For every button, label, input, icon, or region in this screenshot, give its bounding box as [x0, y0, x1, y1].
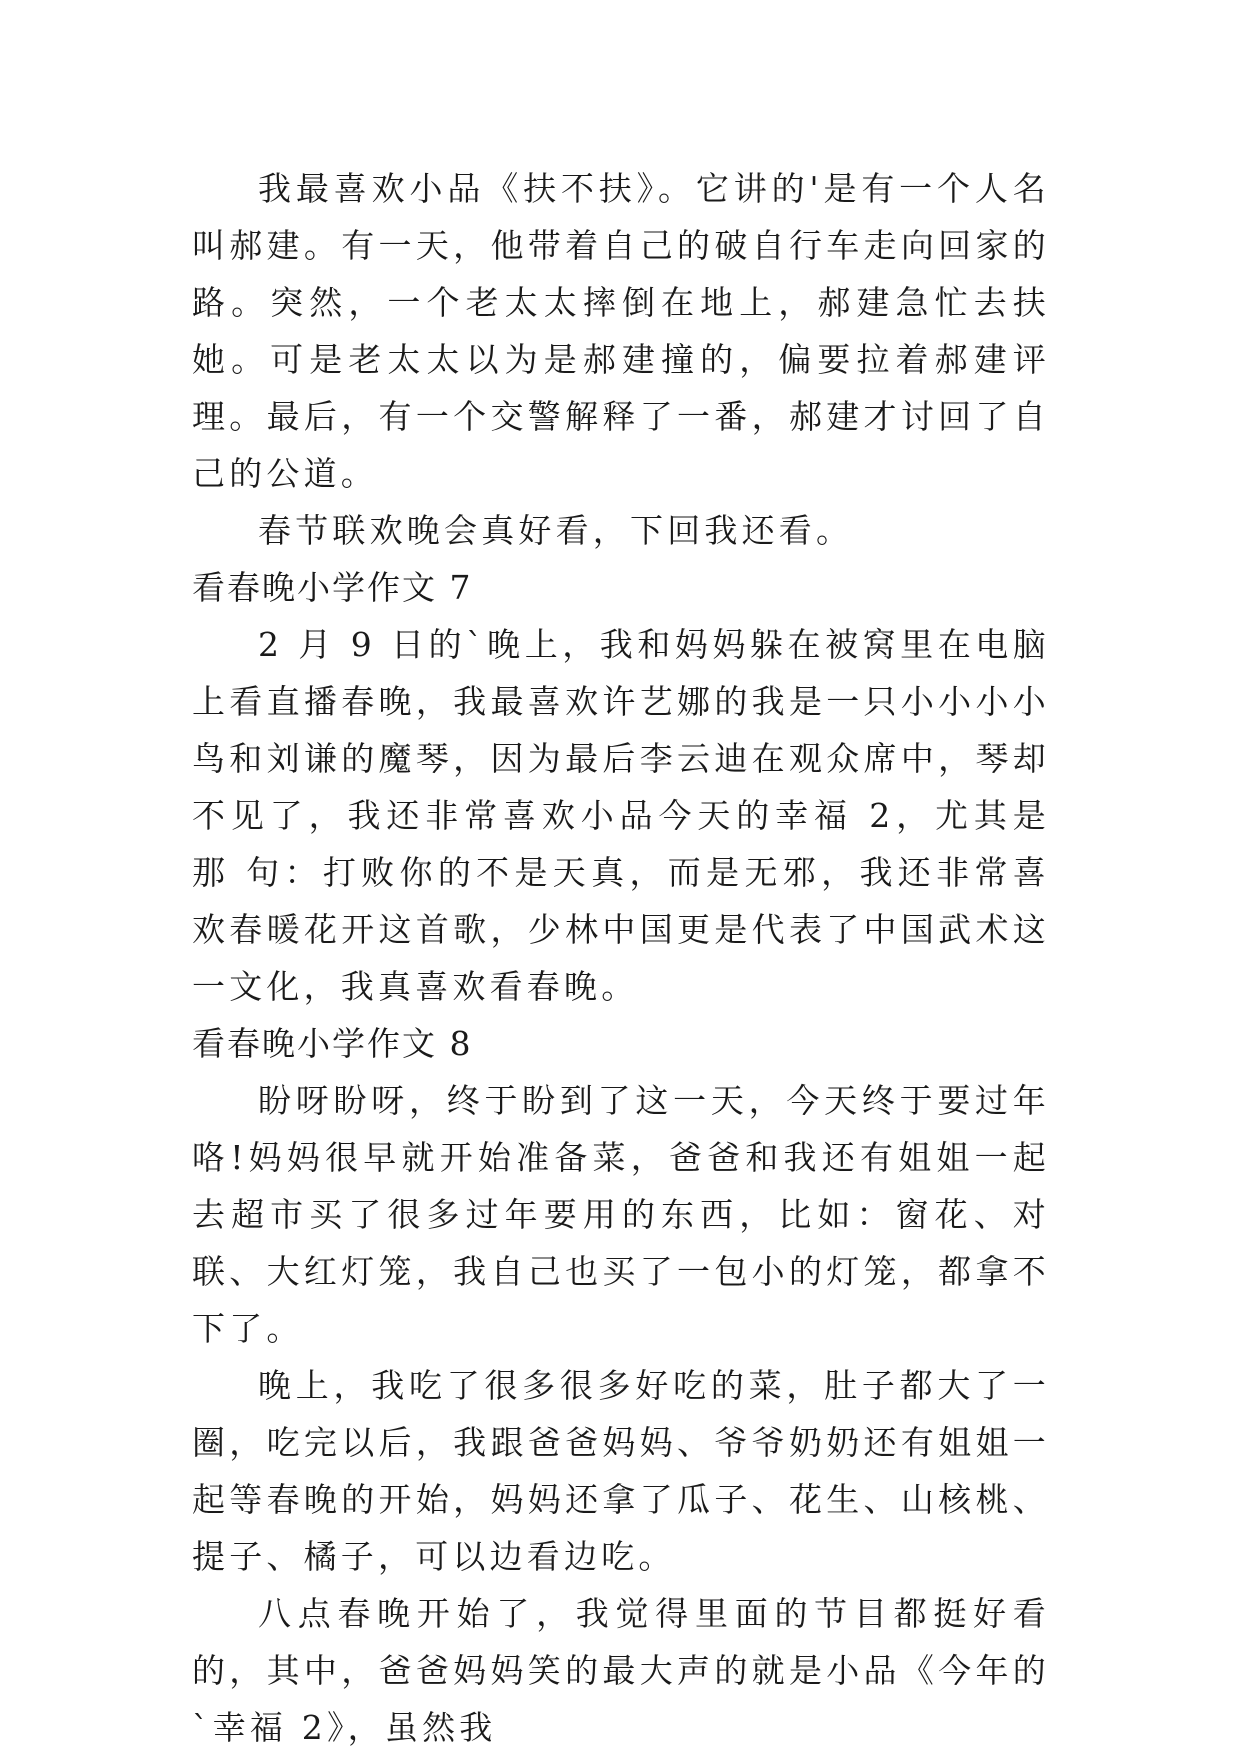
paragraph: 八点春晚开始了，我觉得里面的节目都挺好看的，其中，爸爸妈妈笑的最大声的就是小品《今年的`幸福 2》，虽然我 — [192, 1594, 1050, 1747]
paragraph: 我最喜欢小品《扶不扶》。它讲的'是有一个人名叫郝建。有一天，他带着自己的破自行车走向回家的路。突然，一个老太太摔倒在地上，郝建急忙去扶她。可是老太太以为是郝建撞的，偏要拉着郝建评理。最后，有一个交警解释了一番，郝建才讨回了自己的公道。 — [192, 169, 1050, 493]
paragraph: 盼呀盼呀，终于盼到了这一天，今天终于要过年咯!妈妈很早就开始准备菜，爸爸和我还有姐姐一起去超市买了很多过年要用的东西，比如：窗花、对联、大红灯笼，我自己也买了一包小的灯笼，都拿不下了。 — [192, 1081, 1050, 1348]
section-heading: 看春晚小学作文 7 — [192, 568, 473, 607]
section-heading: 看春晚小学作文 8 — [192, 1024, 473, 1063]
paragraph: 春节联欢晚会真好看，下回我还看。 — [258, 511, 854, 550]
paragraph: 2 月 9 日的`晚上，我和妈妈躲在被窝里在电脑上看直播春晚，我最喜欢许艺娜的我是一只小小小小鸟和刘谦的魔琴，因为最后李云迪在观众席中，琴却不见了，我还非常喜欢小品今天的幸福 2，尤其是那 句：打败你的不是天真，而是无邪，我还非常喜欢春暖花开这首歌，少林中国更是代表了中国武术这一文化，我真喜欢看春晚。 — [192, 625, 1050, 1006]
document-page — [192, 160, 1050, 1756]
paragraph: 晚上，我吃了很多很多好吃的菜，肚子都大了一圈，吃完以后，我跟爸爸妈妈、爷爷奶奶还有姐姐一起等春晚的开始，妈妈还拿了瓜子、花生、山核桃、提子、橘子，可以边看边吃。 — [192, 1366, 1050, 1576]
